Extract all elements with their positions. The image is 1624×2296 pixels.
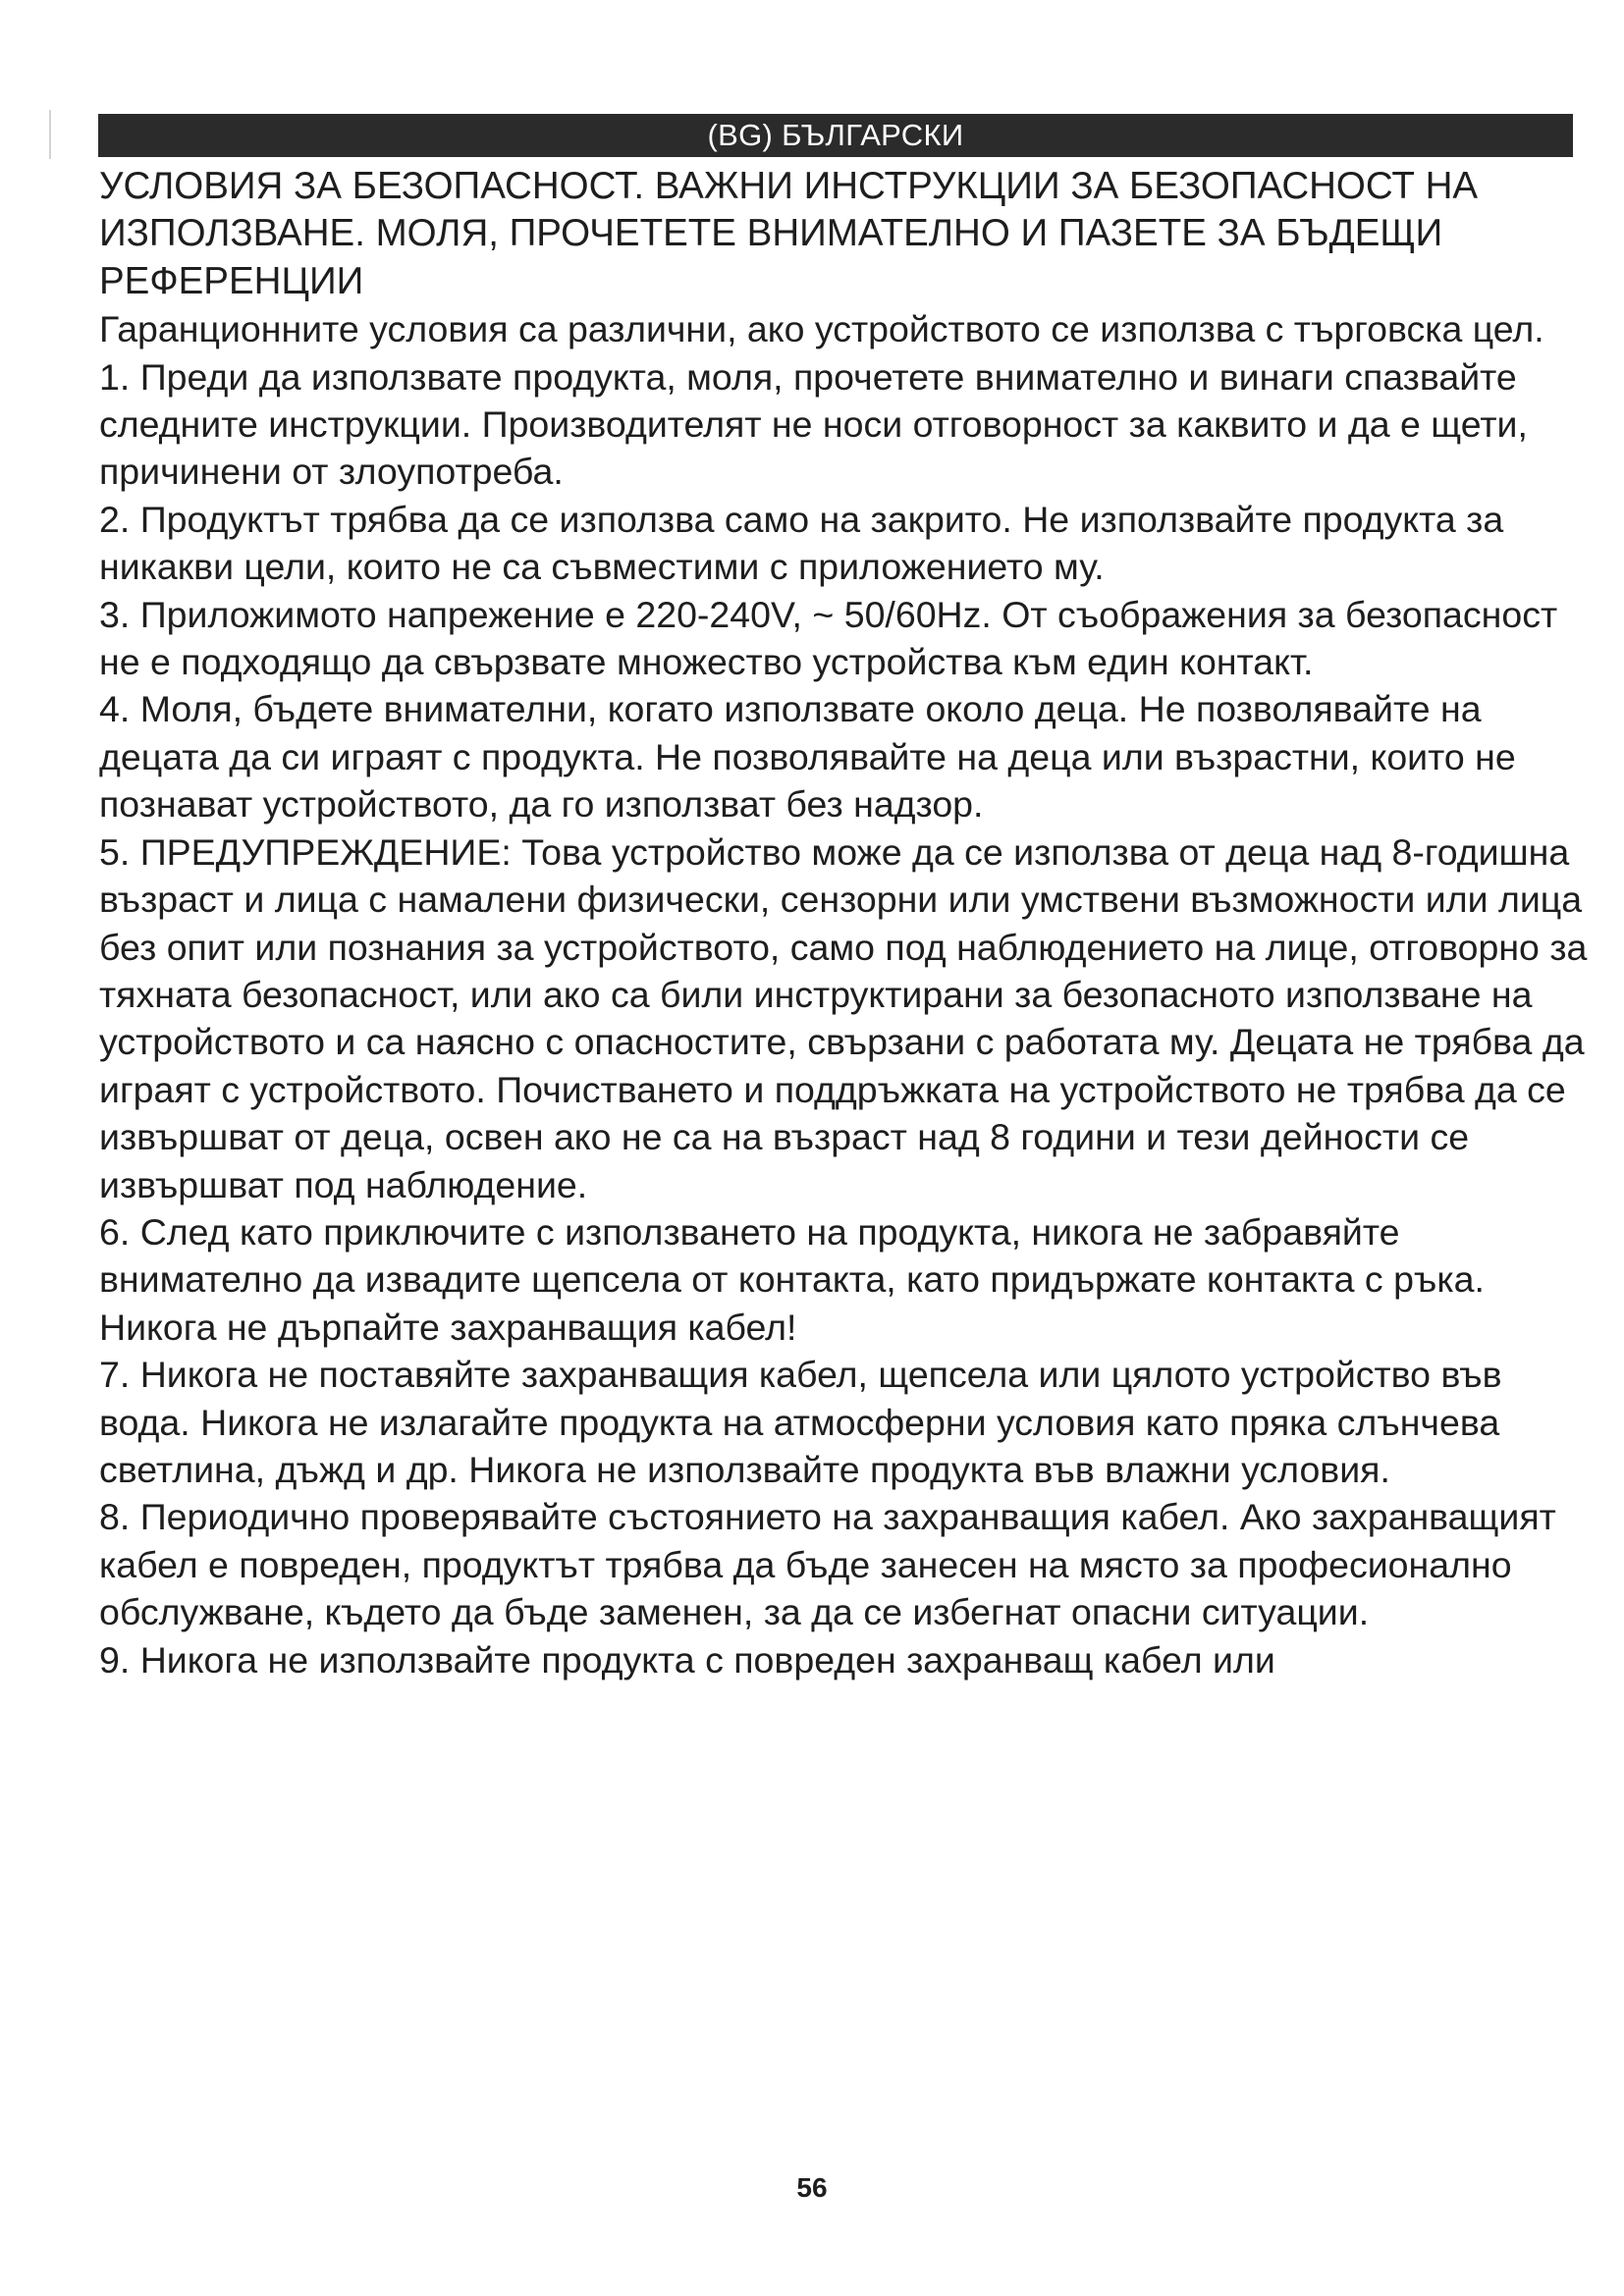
safety-item-1: 1. Преди да използвате продукта, моля, прочетете внимателно и винаги спазвайте следните инструкции. Производителят не носи отговорност за каквито и да е щети, причинени от злоупотреба. <box>99 355 1528 493</box>
safety-item-7: 7. Никога не поставяйте захранващия кабел, щепсела или цялото устройство във вода. Никога не излагайте продукта на атмосферни условия като пряка слънчева светлина, дъжд и др. Никога не използвайте продукта във влажни условия. <box>99 1354 1502 1490</box>
safety-item-2: 2. Продуктът трябва да се използва само на закрито. Не използвайте продукта за никакви цели, които не са съвместими с приложението му. <box>99 498 1504 588</box>
language-label: (BG) БЪЛГАРСКИ <box>707 118 964 152</box>
safety-item-9: 9. Никога не използвайте продукта с повреден захранващ кабел или <box>99 1638 1275 1681</box>
language-header-bar <box>98 114 1573 157</box>
page-content <box>99 163 1592 1683</box>
warranty-intro: Гаранционните условия са различни, ако устройството се използва с търговска цел. <box>99 308 1544 350</box>
safety-item-4: 4. Моля, бъдете внимателни, когато използвате около деца. Не позволявайте на децата да си играят с продукта. Не позволявайте на деца или възрастни, които не познават устройството, да го използват без надзор. <box>99 688 1516 826</box>
safety-item-3: 3. Приложимото напрежение е 220-240V, ~ 50/60Hz. От съображения за безопасност не е подходящо да свързвате множество устройства към един контакт. <box>99 593 1558 683</box>
page-number: 56 <box>796 2172 828 2203</box>
safety-title: УСЛОВИЯ ЗА БЕЗОПАСНОСТ. ВАЖНИ ИНСТРУКЦИИ ЗА БЕЗОПАСНОСТ НА ИЗПОЛЗВАНЕ. МОЛЯ, ПРОЧЕТЕТЕ ВНИМАТЕЛНО И ПАЗЕТЕ ЗА БЪДЕЩИ РЕФЕРЕНЦИИ <box>99 165 1479 302</box>
safety-item-8: 8. Периодично проверявайте състоянието на захранващия кабел. Ако захранващият кабел е повреден, продуктът трябва да бъде занесен на място за професионално обслужване, където да бъде заменен, за да се избегнат опасни ситуации. <box>99 1496 1556 1633</box>
margin-mark <box>49 110 51 159</box>
safety-item-6: 6. След като приключите с използването на продукта, никога не забравяйте внимателно да извадите щепсела от контакта, като придържате контакта с ръка. Никога не дърпайте захранващия кабел! <box>99 1210 1485 1348</box>
safety-item-5: 5. ПРЕДУПРЕЖДЕНИЕ: Това устройство може да се използва от деца над 8-годишна възраст и лица с намалени физически, сензорни или умствени възможности или лица без опит или познания за устройството, само под наблюдението на лице, отговорно за тяхната безопасност, или ако са били инструктирани за безопасното използване на устройството и са наясно с опасностите, свързани с работата му. Децата не трябва да играят с устройството. Почистването и поддръжката на устройството не трябва да се извършват от деца, освен ако не са на възраст над 8 години и тези дейности се извършват под наблюдение. <box>99 830 1588 1205</box>
